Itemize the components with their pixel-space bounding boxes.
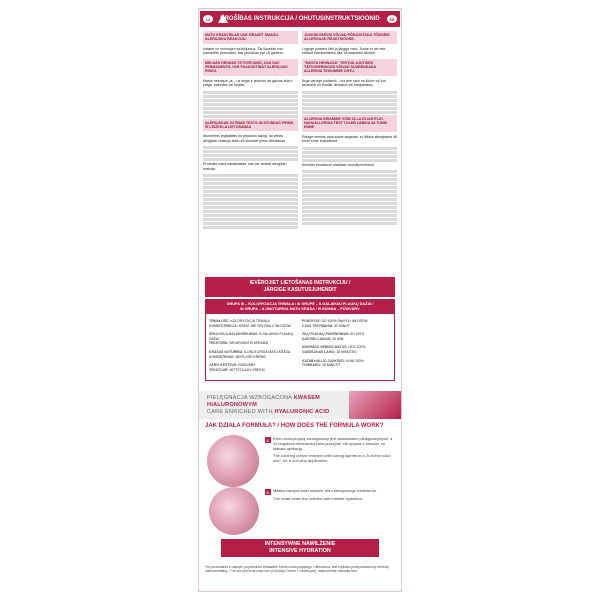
step-1-text: Krem koloryzujący wzbogacony jest składnikami pielęgnacyjnymi, a 2x bogatsza mieszanka koloryzacyjna* nie spływa z włosów, co ułatwia aplikację. The coloring cream enriched with caring agents in a 2x richer color mix*, for a non-drip application. [273, 436, 393, 463]
spec-row: TEKSTUUR: MITTETILKUV KREEM [209, 367, 265, 372]
safety-title: DROŠĪBAS INSTRUKCIJA / OHUTUSINSTRUKTSIOONID [220, 16, 380, 22]
highlight-text: PIELĘGNACJA WZBOGACONA KWASEM HIALURONOWYM CARE ENRICHED WITH HYALURONIC ACID [207, 395, 330, 415]
spec-row: KONSISTENCE: NEPILOŠS KRĒMS [209, 354, 266, 359]
lang-badge-lv: LV [203, 15, 213, 23]
lv-allergy-box: ALERĢISKAS JUTĪBAS TESTS 48 STUNDAS PIRMS ŠĪ LĪDZEKĻA LIETOŠANAS [203, 119, 298, 132]
step-number-1: 1. [266, 437, 270, 443]
spec-row: KONSYSTENCJA: KREM, NIE SPŁYWA Z WŁOSÓW [209, 323, 291, 328]
instructions-line-2: JÄRGIGE KASUTUSJUHENDIT [263, 287, 337, 293]
spec-row: DAŽYMO LAIKAS: 30 MIN. [302, 336, 345, 341]
step-2-text: Maska zamyka łuski włosów, dla intensywnego nawilżenia. The mask seals the cuticles with intense hydration. [273, 488, 377, 501]
ee-paragraph-1: Lugege juhiseid läbi ja järgige neid. Toode ei ole ette nähtud kasutamiseks alla 16-aastastel isikutel. [302, 46, 386, 56]
group-header-line-2: III GRUPA – ILGNOTURĪGA MATU KRĀSA / III RÜHMA – PÜSIVÄRV [240, 307, 360, 311]
hydration-line-2: INTENSIVE HYDRATION [269, 548, 331, 554]
group-header-line-1: GRUPA III – KOLORYZACJA TRWAŁA / III GRUPĖ – ILGALAIKIAI PLAUKŲ DAŽAI / [226, 302, 374, 306]
group-specs-box [205, 299, 395, 381]
step-number-2: 2. [266, 489, 270, 495]
group-header [206, 300, 394, 314]
ee-warning-box-1: JUUKSEVÄRVID VÕIVAD PÕHJUSTADA TÕSISEID ALLERGILISI REAKTSIOONE. [302, 31, 397, 44]
safety-column-lv [203, 31, 298, 230]
ee-paragraph-3: Pidage meeles osta toode aegsasti, et läbida allergiatest 48 tundi enne kasutamist. [302, 134, 397, 144]
safety-header [200, 11, 400, 27]
lv-warning-box-2: MELNĀS HENNAS TETOVĒJUMS, KAS NAV PERMANENTS, VAR PAAUGSTINĀT ALERĢIJAS RISKU. [203, 59, 298, 76]
safety-columns [203, 31, 397, 230]
decorative-ribbon [349, 391, 401, 419]
specs-left-column [209, 319, 299, 372]
lv-paragraph-3: Atcerieties iegādāties šo produktu laicīgi, lai veiktu alerģisku reakciju testu 48 stundas pirms lietošanas. [203, 134, 287, 143]
spec-row: TRWAŁOŚĆ: KOLORYZACJA TRWAŁA [209, 319, 270, 323]
spec-row: TEKSTŪRA: NEVARVANTIS KREMAS [209, 341, 269, 346]
footnote: *W porównaniu z naszym poprzednim zestawem kremu koloryzującego i utleniacza, test lepkości przeprowadzony metodą instrumentalną. / *vs our previous color mix (Coloring Cream + Developer), instrumental viscosity test. [205, 565, 389, 574]
lv-paragraph-1: Izlasiet un ievērojiet norādījumus. Šis līdzeklis nav paredzēts personām, kas jaunākas par 16 gadiem. [203, 46, 284, 56]
lv-warning-box-1: MATU KRĀSVIELAS VAR IZRAISĪT SMAGU ALERĢISKU REAKCIJU. [203, 31, 298, 44]
how-it-works-title: JAK DZIAŁA FORMUŁA? / HOW DOES THE FORMULA WORK? [205, 423, 384, 429]
hair-strand-illustration-2 [209, 487, 259, 535]
hydration-line-1: INTENSYWNE NAWILŻENIE [264, 541, 336, 547]
warning-triangle-icon [218, 14, 228, 23]
spec-row: TOIMEAEG: 30 MINUTIT [302, 363, 341, 368]
lv-paragraph-2: Matus nekrāsot, ja: - uz sejas ir izsitumi vai galvas āda ir jutīga, kairināta vai bojāta; [203, 78, 293, 88]
hair-strand-illustration-1 [207, 435, 259, 487]
spec-row: ŽILŲ PLAUKŲ PADENGIMAS: IKI 100% [302, 332, 365, 337]
lang-badge-ee: EE [387, 15, 397, 23]
ee-warning-box-2: "MUSTA HENNAGA" TEHTUD AJUTISED TÄTOVEERINGUD VÕIVAD SUURENDADA ALLERGIA TEKKIMISE OHTU. [302, 59, 397, 76]
safety-column-ee [302, 31, 397, 230]
package-panel [198, 8, 402, 592]
hydration-banner [221, 539, 379, 557]
instructions-line-1: IEVĒROJIET LIETOŠANAS INSTRUKCIJU / [249, 280, 351, 286]
lv-product-text: Produkts satur sastāvdaļas, kas var izraisīt alerģisku reakciju. [203, 162, 287, 171]
spec-row: KRĀSAS NOTURĪBA: ILGNOTURĪGA MATU KRĀSA [209, 349, 291, 354]
specs-right-column [302, 319, 392, 368]
spec-row: CZAS TRZYMANIA: 30 MINUT [302, 323, 350, 328]
instructions-banner [205, 277, 395, 297]
spec-row: VÄRVI KESTVUS: PÜSIVÄRV [209, 363, 256, 368]
spec-row: SPALVOS ILGALAIKIŠKUMAS: ILGALAIKIAI PLAUKŲ DAŽAI [209, 332, 294, 341]
ee-paragraph-2: Ärge värvige juukseid, - kui teie näol on lööve või kui peanahk on tundlik, ärritatud või kahjustatud; [302, 78, 386, 88]
ee-product-text: Kinnitav emulsioon sisaldab vesinikperoksiidi. [302, 162, 375, 167]
spec-row: NOKRĀSO SIRMOS MATUS: LĪDZ 100% [302, 345, 366, 350]
spec-row: POKRYCIE: DO 100% SIWYCH WŁOSÓW [302, 319, 368, 323]
ee-allergy-box: ALLERGIA EIRAMINE VÕIB OLLA ELUOHTLIK. NAHAALLERGIA TEST TULEB LÄBIDA 48 TUNDI ENNE [302, 115, 397, 132]
spec-row: GAIDĪŠANAS LAIKS: 30 MINŪTES [302, 349, 357, 354]
spec-row: KATAB HALLID JUUKSED: KUNI 100% [302, 358, 364, 363]
